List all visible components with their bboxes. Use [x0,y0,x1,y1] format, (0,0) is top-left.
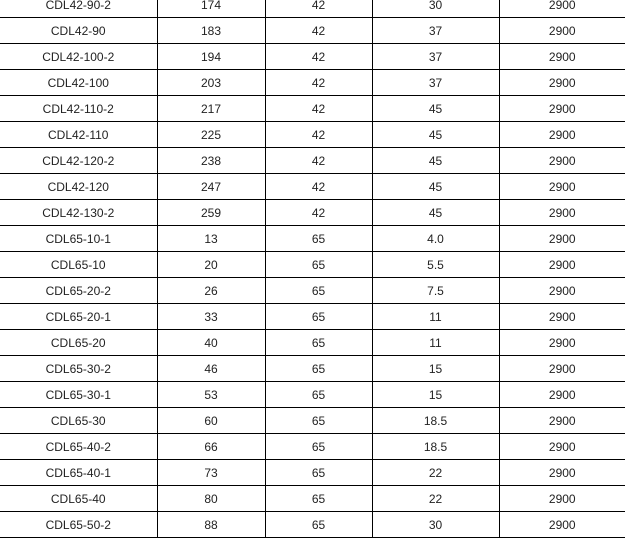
power-cell: 30 [372,512,499,538]
speed-cell: 2900 [499,252,625,278]
power-cell: 45 [372,122,499,148]
model-cell: CDL65-20 [0,330,157,356]
speed-cell: 2900 [499,356,625,382]
power-cell: 15 [372,382,499,408]
table-row [0,278,625,304]
model-cell: CDL42-120-2 [0,148,157,174]
model-cell: CDL42-90-2 [0,0,157,18]
power-cell: 7.5 [372,278,499,304]
flow-cell: 247 [157,174,265,200]
table-row [0,382,625,408]
speed-cell: 2900 [499,408,625,434]
power-cell: 37 [372,70,499,96]
size-cell: 65 [265,278,372,304]
table-row [0,70,625,96]
flow-cell: 259 [157,200,265,226]
speed-cell: 2900 [499,486,625,512]
model-cell: CDL42-100-2 [0,44,157,70]
flow-cell: 194 [157,44,265,70]
speed-cell: 2900 [499,174,625,200]
size-cell: 42 [265,174,372,200]
power-cell: 30 [372,0,499,18]
power-cell: 37 [372,44,499,70]
flow-cell: 73 [157,460,265,486]
table-row [0,356,625,382]
flow-cell: 80 [157,486,265,512]
speed-cell: 2900 [499,200,625,226]
flow-cell: 217 [157,96,265,122]
model-cell: CDL65-40-1 [0,460,157,486]
speed-cell: 2900 [499,96,625,122]
model-cell: CDL42-130-2 [0,200,157,226]
power-cell: 45 [372,200,499,226]
flow-cell: 60 [157,408,265,434]
size-cell: 65 [265,252,372,278]
flow-cell: 33 [157,304,265,330]
power-cell: 15 [372,356,499,382]
size-cell: 42 [265,148,372,174]
flow-cell: 20 [157,252,265,278]
size-cell: 65 [265,382,372,408]
power-cell: 45 [372,96,499,122]
model-cell: CDL42-120 [0,174,157,200]
table-row [0,408,625,434]
table-row [0,148,625,174]
speed-cell: 2900 [499,304,625,330]
model-cell: CDL65-40 [0,486,157,512]
power-cell: 18.5 [372,408,499,434]
table-row [0,96,625,122]
flow-cell: 183 [157,18,265,44]
power-cell: 5.5 [372,252,499,278]
speed-cell: 2900 [499,0,625,18]
flow-cell: 66 [157,434,265,460]
model-cell: CDL65-40-2 [0,434,157,460]
model-cell: CDL65-20-1 [0,304,157,330]
table-row [0,122,625,148]
table-row [0,226,625,252]
flow-cell: 13 [157,226,265,252]
speed-cell: 2900 [499,148,625,174]
size-cell: 42 [265,44,372,70]
model-cell: CDL42-110-2 [0,96,157,122]
table-row [0,0,625,18]
flow-cell: 26 [157,278,265,304]
size-cell: 42 [265,96,372,122]
flow-cell: 88 [157,512,265,538]
size-cell: 42 [265,0,372,18]
power-cell: 11 [372,330,499,356]
size-cell: 65 [265,434,372,460]
flow-cell: 238 [157,148,265,174]
table-row [0,330,625,356]
size-cell: 65 [265,226,372,252]
power-cell: 45 [372,148,499,174]
speed-cell: 2900 [499,278,625,304]
size-cell: 65 [265,304,372,330]
size-cell: 65 [265,512,372,538]
model-cell: CDL65-10-1 [0,226,157,252]
speed-cell: 2900 [499,18,625,44]
table-row [0,460,625,486]
speed-cell: 2900 [499,512,625,538]
flow-cell: 203 [157,70,265,96]
flow-cell: 225 [157,122,265,148]
model-cell: CDL65-10 [0,252,157,278]
flow-cell: 40 [157,330,265,356]
model-cell: CDL65-20-2 [0,278,157,304]
size-cell: 65 [265,330,372,356]
flow-cell: 174 [157,0,265,18]
flow-cell: 53 [157,382,265,408]
power-cell: 45 [372,174,499,200]
speed-cell: 2900 [499,434,625,460]
speed-cell: 2900 [499,44,625,70]
speed-cell: 2900 [499,70,625,96]
size-cell: 65 [265,486,372,512]
table-row [0,200,625,226]
speed-cell: 2900 [499,460,625,486]
model-cell: CDL42-110 [0,122,157,148]
size-cell: 42 [265,200,372,226]
size-cell: 42 [265,18,372,44]
size-cell: 42 [265,70,372,96]
power-cell: 11 [372,304,499,330]
table-row [0,304,625,330]
size-cell: 65 [265,356,372,382]
power-cell: 37 [372,18,499,44]
power-cell: 22 [372,486,499,512]
power-cell: 4.0 [372,226,499,252]
speed-cell: 2900 [499,330,625,356]
table-row [0,486,625,512]
table-row [0,252,625,278]
size-cell: 42 [265,122,372,148]
speed-cell: 2900 [499,122,625,148]
size-cell: 65 [265,460,372,486]
model-cell: CDL65-30 [0,408,157,434]
size-cell: 65 [265,408,372,434]
table-row [0,434,625,460]
power-cell: 22 [372,460,499,486]
flow-cell: 46 [157,356,265,382]
model-cell: CDL42-100 [0,70,157,96]
table-row [0,18,625,44]
table-row [0,512,625,538]
model-cell: CDL65-50-2 [0,512,157,538]
model-cell: CDL42-90 [0,18,157,44]
table-row [0,44,625,70]
table-row [0,174,625,200]
model-cell: CDL65-30-2 [0,356,157,382]
power-cell: 18.5 [372,434,499,460]
speed-cell: 2900 [499,226,625,252]
speed-cell: 2900 [499,382,625,408]
model-cell: CDL65-30-1 [0,382,157,408]
